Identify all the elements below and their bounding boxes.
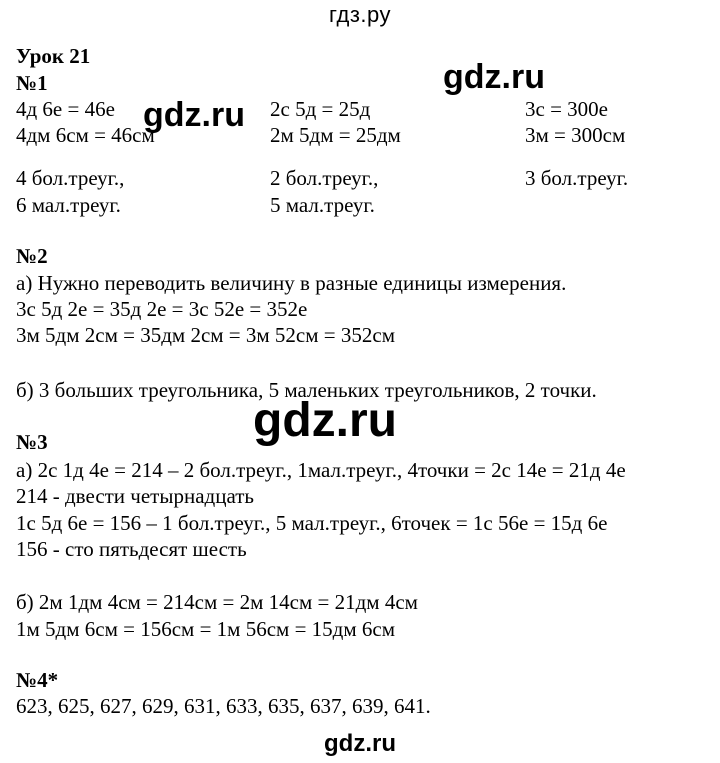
task1-row2-col3: 3м = 300см bbox=[525, 123, 626, 147]
task1-row3-col2: 2 бол.треуг., bbox=[270, 166, 379, 190]
task3-line-a1: а) 2с 1д 4е = 214 – 2 бол.треуг., 1мал.треуг., 4точки = 2с 14е = 21д 4е bbox=[16, 458, 626, 482]
task1-row4-col2: 5 мал.треуг. bbox=[270, 193, 375, 217]
task1-row3-col1: 4 бол.треуг., bbox=[16, 166, 125, 190]
watermark-logo: gdz.ru bbox=[443, 58, 545, 96]
site-header: гдз.ру bbox=[328, 2, 392, 27]
task1-row2-col2: 2м 5дм = 25дм bbox=[270, 123, 401, 147]
task1-row4-col1: 6 мал.треуг. bbox=[16, 193, 121, 217]
task1-row1-col2: 2с 5д = 25д bbox=[270, 97, 371, 121]
task2-line-a: а) Нужно переводить величину в разные единицы измерения. bbox=[16, 271, 567, 295]
task2-line-a1: 3с 5д 2е = 35д 2е = 3с 52е = 352е bbox=[16, 297, 308, 321]
task3-line-b1: б) 2м 1дм 4см = 214см = 2м 14см = 21дм 4см bbox=[16, 590, 418, 614]
task2-line-b: б) 3 больших треугольника, 5 маленьких треугольников, 2 точки. bbox=[16, 378, 597, 402]
task1-heading: №1 bbox=[16, 71, 48, 95]
task1-row2-col1: 4дм 6см = 46см bbox=[16, 123, 155, 147]
task1-row1-col1: 4д 6е = 46е bbox=[16, 97, 115, 121]
task3-line-a2: 1с 5д 6е = 156 – 1 бол.треуг., 5 мал.треуг., 6точек = 1с 56е = 15д 6е bbox=[16, 511, 608, 535]
task4-heading: №4* bbox=[16, 668, 59, 692]
task3-line-b2: 1м 5дм 6см = 156см = 1м 56см = 15дм 6см bbox=[16, 617, 395, 641]
task3-heading: №3 bbox=[16, 430, 48, 454]
task4-sequence: 623, 625, 627, 629, 631, 633, 635, 637, 639, 641. bbox=[16, 694, 431, 718]
task3-line-a2-words: 156 - сто пятьдесят шесть bbox=[16, 537, 247, 561]
watermark-logo: gdz.ru bbox=[253, 394, 397, 447]
site-footer: gdz.ru bbox=[324, 730, 396, 757]
task2-line-a2: 3м 5дм 2см = 35дм 2см = 3м 52см = 352см bbox=[16, 323, 395, 347]
task3-line-a1-words: 214 - двести четырнадцать bbox=[16, 484, 254, 508]
lesson-title: Урок 21 bbox=[16, 44, 91, 68]
task1-row1-col3: 3с = 300е bbox=[525, 97, 608, 121]
task2-heading: №2 bbox=[16, 244, 48, 268]
task1-row3-col3: 3 бол.треуг. bbox=[525, 166, 629, 190]
watermark-logo: gdz.ru bbox=[143, 96, 245, 134]
